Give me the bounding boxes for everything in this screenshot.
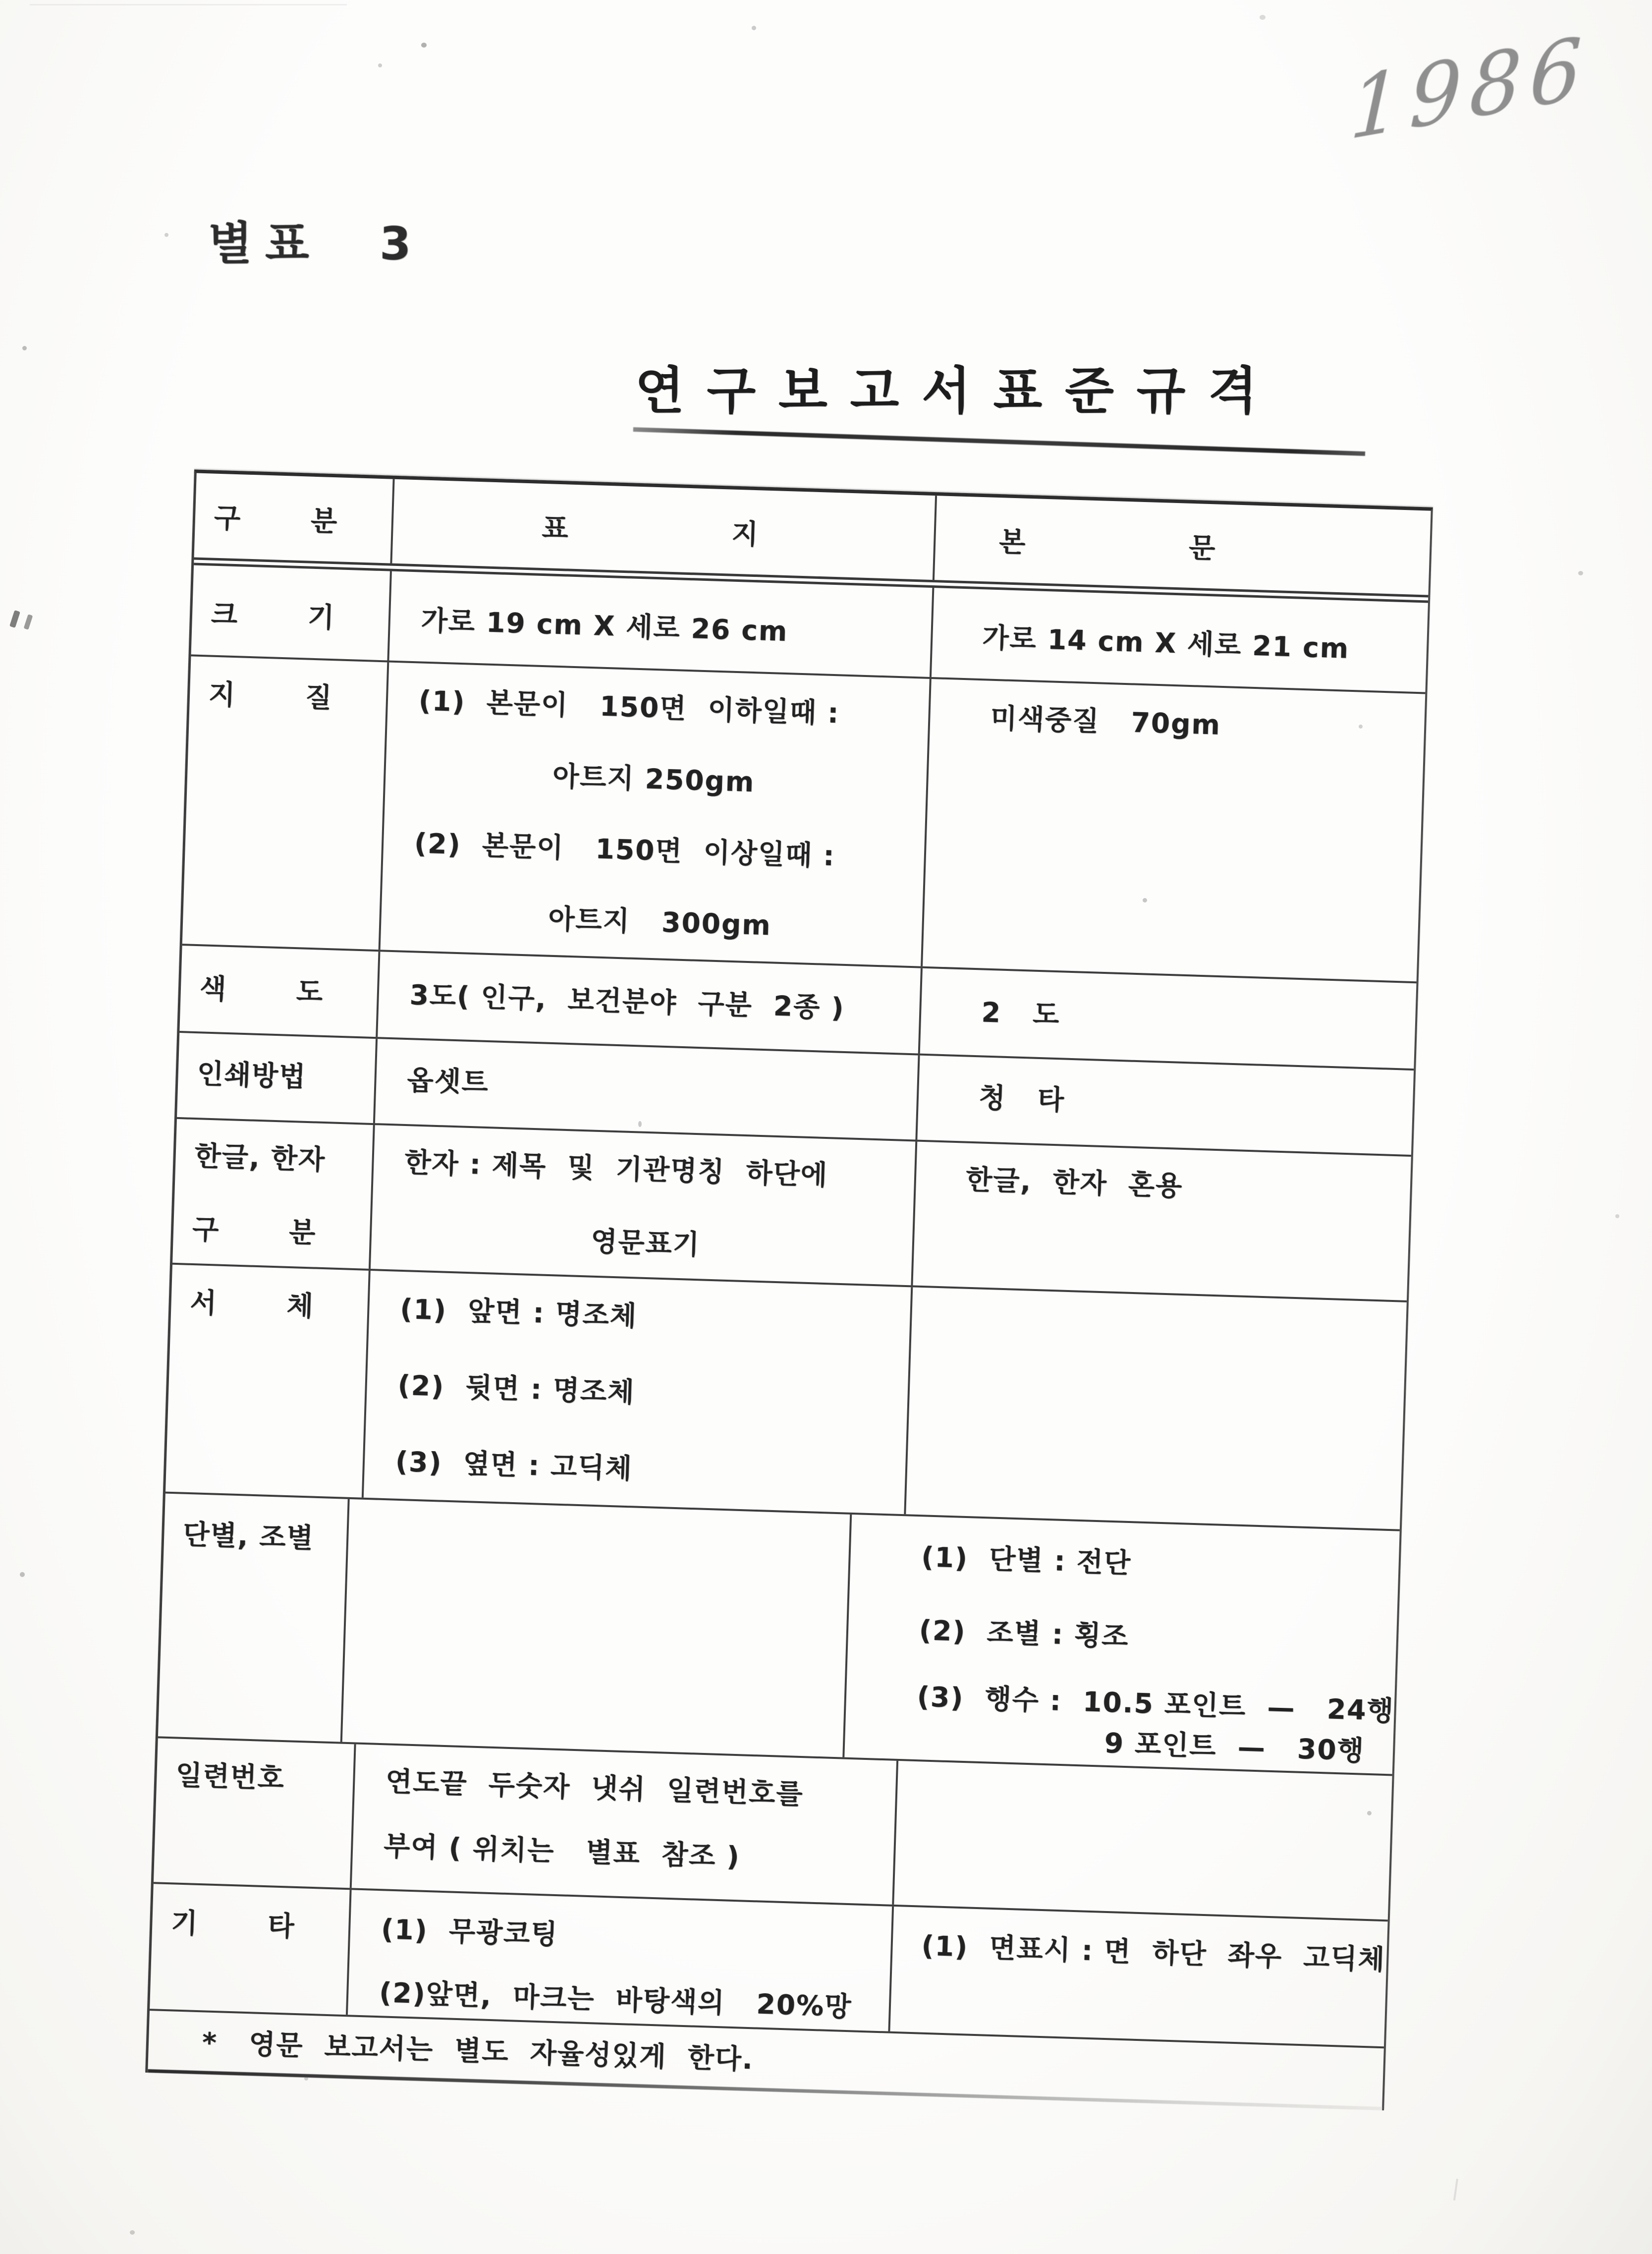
scan-smudge	[9, 610, 20, 628]
cover-cell	[371, 1125, 917, 1285]
row-label: 서체	[189, 1286, 384, 1324]
page-title: 연구보고서표준규격	[635, 362, 1280, 421]
label-cell	[150, 1884, 365, 2015]
row-label: 단별, 조별	[182, 1518, 315, 1554]
table-row-typeface	[165, 1265, 1407, 1531]
cell-line: (2) 뒷면 : 명조체	[397, 1369, 636, 1409]
cover-cell	[389, 571, 934, 677]
cover-cell	[378, 952, 923, 1053]
body-cell	[932, 588, 1428, 692]
cell-line: 2 도	[949, 995, 1061, 1031]
body-cell	[923, 679, 1425, 981]
row-label: 색도	[199, 972, 394, 1011]
cover-cell	[364, 1271, 913, 1514]
cell-line: 옵셋트	[406, 1064, 490, 1099]
row-label: 한글, 한자	[194, 1140, 327, 1176]
scan-speckle	[22, 346, 27, 350]
scan-speckle	[1615, 1214, 1619, 1218]
cell-line: 아트지 300gm	[411, 899, 772, 942]
label-cell	[172, 1119, 386, 1269]
label-cell	[191, 565, 405, 660]
table-row-paper	[182, 656, 1426, 983]
cell-line: 미색중질 70gm	[958, 701, 1221, 741]
cell-line: (1) 단별 : 전단	[879, 1539, 1132, 1579]
label-cell	[179, 946, 394, 1037]
scan-smudge	[24, 614, 33, 630]
scan-speckle	[1359, 725, 1363, 729]
cell-line: (1) 면표시 : 면 하단 좌우 고딕체	[921, 1929, 1386, 1976]
cell-line: (1) 앞면 : 명조체	[399, 1293, 638, 1332]
cell-line: 9 포인트 — 30행	[873, 1720, 1365, 1767]
scan-speckle	[1578, 571, 1583, 575]
cell-line: 영문표기	[402, 1219, 701, 1261]
body-cell	[917, 1056, 1414, 1155]
header-cell-category	[194, 473, 408, 564]
cover-cell	[375, 1039, 920, 1139]
scan-speckle	[1143, 898, 1147, 902]
table-row-column-layout	[158, 1494, 1400, 1776]
cell-line: (2) 본문이 150면 이상일때 :	[414, 827, 836, 872]
cell-line: 가로 19 cm X 세로 26 cm	[420, 604, 789, 648]
label-cell	[165, 1265, 384, 1498]
cell-line: 한글, 한자 혼용	[944, 1163, 1184, 1202]
header-category-label: 구분	[214, 502, 408, 540]
cell-line: (3) 옆면 : 고딕체	[395, 1445, 633, 1485]
cover-cell	[348, 1890, 894, 2031]
body-cell	[890, 1907, 1387, 2046]
cover-cell	[352, 1745, 898, 1905]
footnote-text: * 영문 보고서는 별도 자율성있게 한다.	[202, 2027, 754, 2076]
header-body-label: 본문	[998, 526, 1379, 569]
scan-speckle	[752, 26, 756, 30]
scan-speckle	[421, 43, 427, 48]
handwritten-year: 1986	[1348, 17, 1592, 159]
row-label: 지질	[208, 678, 403, 716]
row-label: 인쇄방법	[196, 1058, 307, 1093]
cell-line: 연도끝 두숫자 냇쉬 일련번호를	[385, 1765, 804, 1810]
scan-speckle	[1260, 15, 1266, 20]
spec-table	[145, 469, 1433, 2110]
scan-speckle	[378, 63, 382, 67]
cell-line: (3) 행수 : 10.5 포인트 — 24행	[875, 1679, 1395, 1727]
scan-speckle	[20, 1572, 25, 1577]
scanner-edge-line	[30, 4, 347, 5]
header-cover-label: 표지	[541, 511, 922, 556]
cell-line: 청 타	[947, 1080, 1066, 1116]
scan-speckle	[638, 1121, 642, 1127]
body-cell	[844, 1515, 1399, 1774]
cell-line: 아트지 250gm	[416, 756, 756, 798]
cover-cell	[381, 663, 932, 966]
cell-line: (2)앞면, 마크는 바탕색의 20%망	[379, 1976, 853, 2023]
cover-cell	[342, 1499, 852, 1757]
scan-mark	[1453, 2179, 1458, 2200]
scan-speckle	[304, 2077, 308, 2081]
row-label-line2: 구분	[192, 1213, 386, 1251]
scan-speckle	[1367, 1811, 1372, 1815]
body-cell	[894, 1761, 1392, 1919]
scan-speckle	[130, 2230, 135, 2235]
label-cell	[177, 1033, 378, 1123]
cell-line: (1) 무광코팅	[381, 1913, 559, 1951]
cell-line: (2) 조별 : 횡조	[877, 1613, 1130, 1653]
label-cell	[182, 656, 403, 950]
row-label: 일련번호	[175, 1759, 285, 1795]
scan-speckle	[165, 233, 168, 237]
body-cell	[920, 968, 1417, 1069]
cell-line: 한자 : 제목 및 기관명칭 하단에	[404, 1146, 828, 1191]
row-label: 크기	[211, 598, 405, 636]
title-underline	[633, 427, 1365, 456]
cell-line: 3도( 인구, 보건분야 구분 2종 )	[409, 979, 845, 1024]
cell-line: 가로 14 cm X 세로 21 cm	[961, 620, 1350, 665]
cell-line: 부여 ( 위치는 별표 참조 )	[383, 1830, 741, 1873]
row-label: 기타	[170, 1907, 365, 1945]
body-cell	[906, 1287, 1407, 1529]
label-cell	[154, 1738, 356, 1888]
attachment-label: 별표 3	[208, 217, 424, 270]
label-cell	[158, 1494, 350, 1742]
body-cell	[913, 1142, 1411, 1300]
header-cell-cover	[392, 479, 937, 580]
header-cell-body	[935, 496, 1431, 595]
cell-line: (1) 본문이 150면 이하일때 :	[418, 684, 840, 730]
